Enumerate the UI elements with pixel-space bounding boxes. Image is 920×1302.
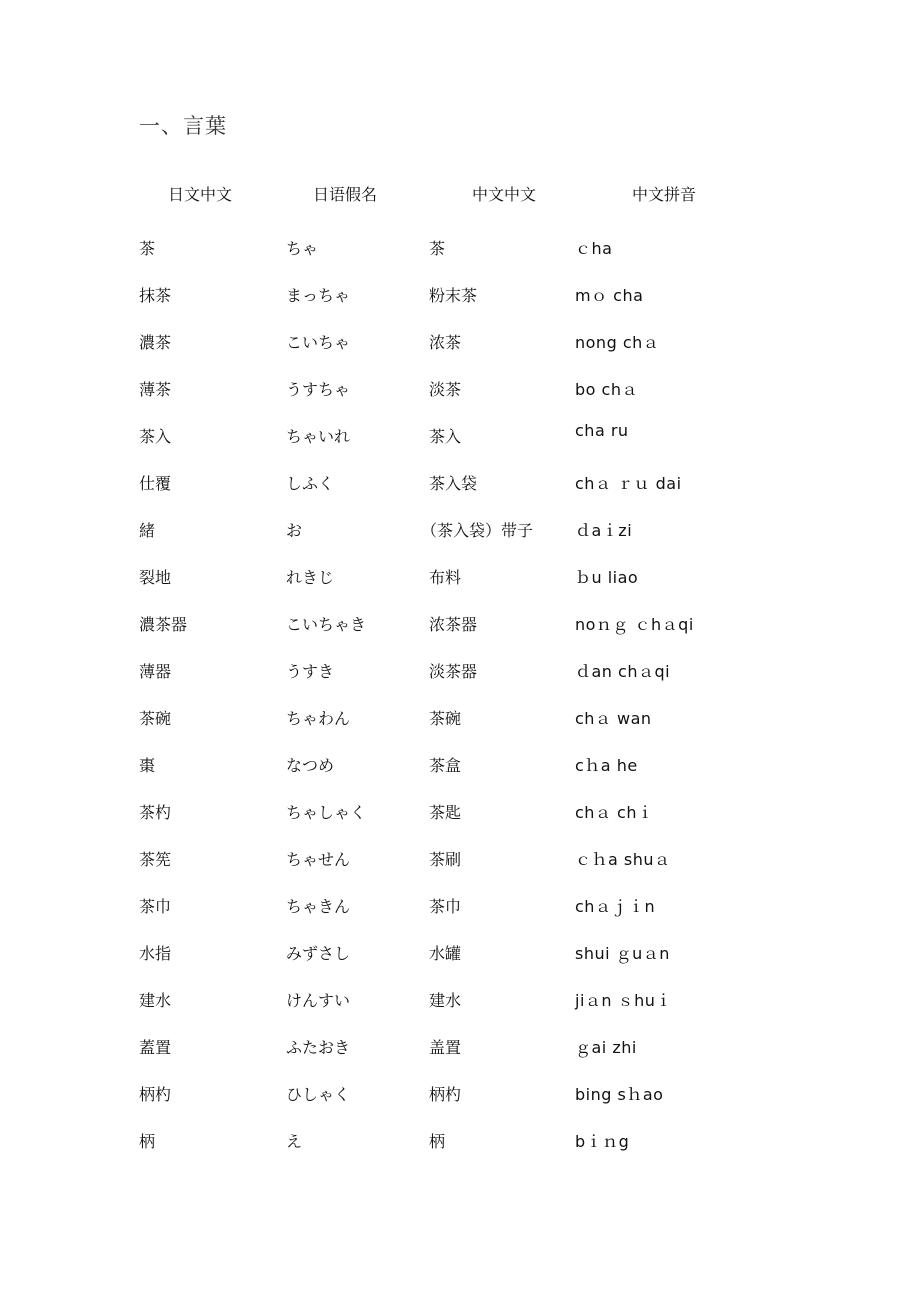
cell-pinyin: cｈa he — [575, 756, 638, 775]
cell-japanese: 仕覆 — [139, 474, 172, 493]
table-row — [139, 553, 759, 600]
column-header-kana: 日语假名 — [312, 184, 377, 204]
cell-japanese: 緒 — [139, 521, 156, 540]
table-row — [139, 694, 759, 741]
cell-kana: え — [286, 1132, 303, 1151]
cell-pinyin: shui ｇuａn — [575, 944, 670, 963]
cell-japanese: 茶 — [139, 239, 156, 258]
cell-japanese: 裂地 — [139, 568, 172, 587]
cell-kana: ふたおき — [286, 1038, 351, 1057]
table-row — [139, 271, 759, 318]
table-row — [139, 412, 759, 459]
cell-japanese: 茶碗 — [139, 709, 172, 728]
cell-chinese: 盖置 — [429, 1038, 462, 1057]
cell-pinyin: chａ chｉ — [575, 803, 654, 822]
cell-kana: ちゃきん — [286, 897, 351, 916]
cell-pinyin: jiａn ｓhuｉ — [575, 991, 672, 1010]
cell-pinyin: nong chａ — [575, 333, 660, 352]
cell-pinyin: bｉｎg — [575, 1132, 630, 1151]
cell-japanese: 茶筅 — [139, 850, 172, 869]
cell-kana: なつめ — [286, 756, 335, 775]
cell-kana: ちゃせん — [286, 850, 351, 869]
cell-chinese: 茶碗 — [429, 709, 462, 728]
cell-kana: けんすい — [286, 991, 351, 1010]
cell-chinese: 茶刷 — [429, 850, 462, 869]
cell-japanese: 棗 — [139, 756, 156, 775]
cell-chinese: 茶巾 — [429, 897, 462, 916]
cell-chinese: 淡茶 — [429, 380, 462, 399]
cell-kana: ちゃ — [286, 239, 319, 258]
column-header-pinyin: 中文拼音 — [631, 184, 696, 204]
cell-kana: お — [286, 521, 303, 540]
cell-japanese: 建水 — [139, 991, 172, 1010]
cell-pinyin: ｃｈa shuａ — [575, 850, 671, 869]
cell-chinese: 茶 — [429, 239, 446, 258]
cell-pinyin: mｏ cha — [575, 286, 644, 305]
cell-kana: ちゃいれ — [286, 427, 351, 446]
cell-pinyin: chａ wan — [575, 709, 652, 728]
cell-pinyin: ｄan chａqi — [575, 662, 671, 681]
table-row — [139, 1070, 759, 1117]
cell-pinyin: chａ ｒｕ dai — [575, 474, 682, 493]
cell-chinese: 茶匙 — [429, 803, 462, 822]
table-row — [139, 1023, 759, 1070]
cell-chinese: 淡茶器 — [429, 662, 478, 681]
column-header-chinese: 中文中文 — [471, 184, 536, 204]
cell-chinese: 浓茶器 — [429, 615, 478, 634]
cell-japanese: 柄 — [139, 1132, 156, 1151]
cell-japanese: 薄器 — [139, 662, 172, 681]
cell-chinese: 茶盒 — [429, 756, 462, 775]
table-row — [139, 1117, 759, 1164]
cell-pinyin: bo chａ — [575, 380, 638, 399]
table-row — [139, 459, 759, 506]
cell-chinese: 建水 — [429, 991, 462, 1010]
cell-kana: みずさし — [286, 944, 351, 963]
cell-japanese: 水指 — [139, 944, 172, 963]
table-row — [139, 600, 759, 647]
table-header-row — [139, 175, 759, 211]
table-row — [139, 882, 759, 929]
cell-pinyin: ｃha — [575, 239, 613, 258]
cell-kana: ちゃわん — [286, 709, 351, 728]
table-row — [139, 788, 759, 835]
cell-japanese: 薄茶 — [139, 380, 172, 399]
table-row — [139, 506, 759, 553]
cell-japanese: 抹茶 — [139, 286, 172, 305]
cell-kana: うすちゃ — [286, 380, 351, 399]
cell-japanese: 柄杓 — [139, 1085, 172, 1104]
cell-japanese: 蓋置 — [139, 1038, 172, 1057]
cell-pinyin: noｎｇ ｃhａqi — [575, 615, 694, 634]
table-row — [139, 365, 759, 412]
table-row — [139, 224, 759, 271]
cell-kana: うすき — [286, 662, 335, 681]
cell-chinese: 布料 — [429, 568, 462, 587]
cell-japanese: 濃茶器 — [139, 615, 188, 634]
table-row — [139, 835, 759, 882]
cell-chinese: 浓茶 — [429, 333, 462, 352]
cell-pinyin: bing sｈao — [575, 1085, 664, 1104]
table-row — [139, 318, 759, 365]
section-title: 一、言葉 — [139, 114, 227, 138]
table-row — [139, 976, 759, 1023]
cell-kana: ひしゃく — [286, 1085, 351, 1104]
cell-japanese: 茶入 — [139, 427, 172, 446]
cell-kana: ちゃしゃく — [286, 803, 367, 822]
cell-pinyin: ｂu liao — [575, 568, 639, 587]
table-row — [139, 647, 759, 694]
cell-kana: まっちゃ — [286, 286, 351, 305]
cell-chinese: 粉末茶 — [429, 286, 478, 305]
cell-japanese: 茶杓 — [139, 803, 172, 822]
vocabulary-table — [139, 175, 759, 1164]
cell-japanese: 濃茶 — [139, 333, 172, 352]
cell-kana: こいちゃき — [286, 615, 367, 634]
table-row — [139, 929, 759, 976]
cell-kana: しふく — [286, 474, 335, 493]
cell-japanese: 茶巾 — [139, 897, 172, 916]
cell-kana: こいちゃ — [286, 333, 351, 352]
column-header-japanese: 日文中文 — [167, 184, 232, 204]
cell-pinyin: chａｊｉn — [575, 897, 656, 916]
cell-pinyin: ｄaｉzi — [575, 521, 633, 540]
cell-chinese: 柄杓 — [429, 1085, 462, 1104]
cell-chinese: 茶入 — [429, 427, 462, 446]
cell-chinese: 茶入袋 — [429, 474, 478, 493]
cell-pinyin: ｇai zhi — [575, 1038, 637, 1057]
cell-chinese: 柄 — [429, 1132, 446, 1151]
cell-kana: れきじ — [286, 568, 335, 587]
table-row — [139, 741, 759, 788]
cell-pinyin: cha ru — [575, 421, 629, 440]
cell-chinese: （茶入袋）带子 — [421, 521, 534, 540]
cell-chinese: 水罐 — [429, 944, 462, 963]
